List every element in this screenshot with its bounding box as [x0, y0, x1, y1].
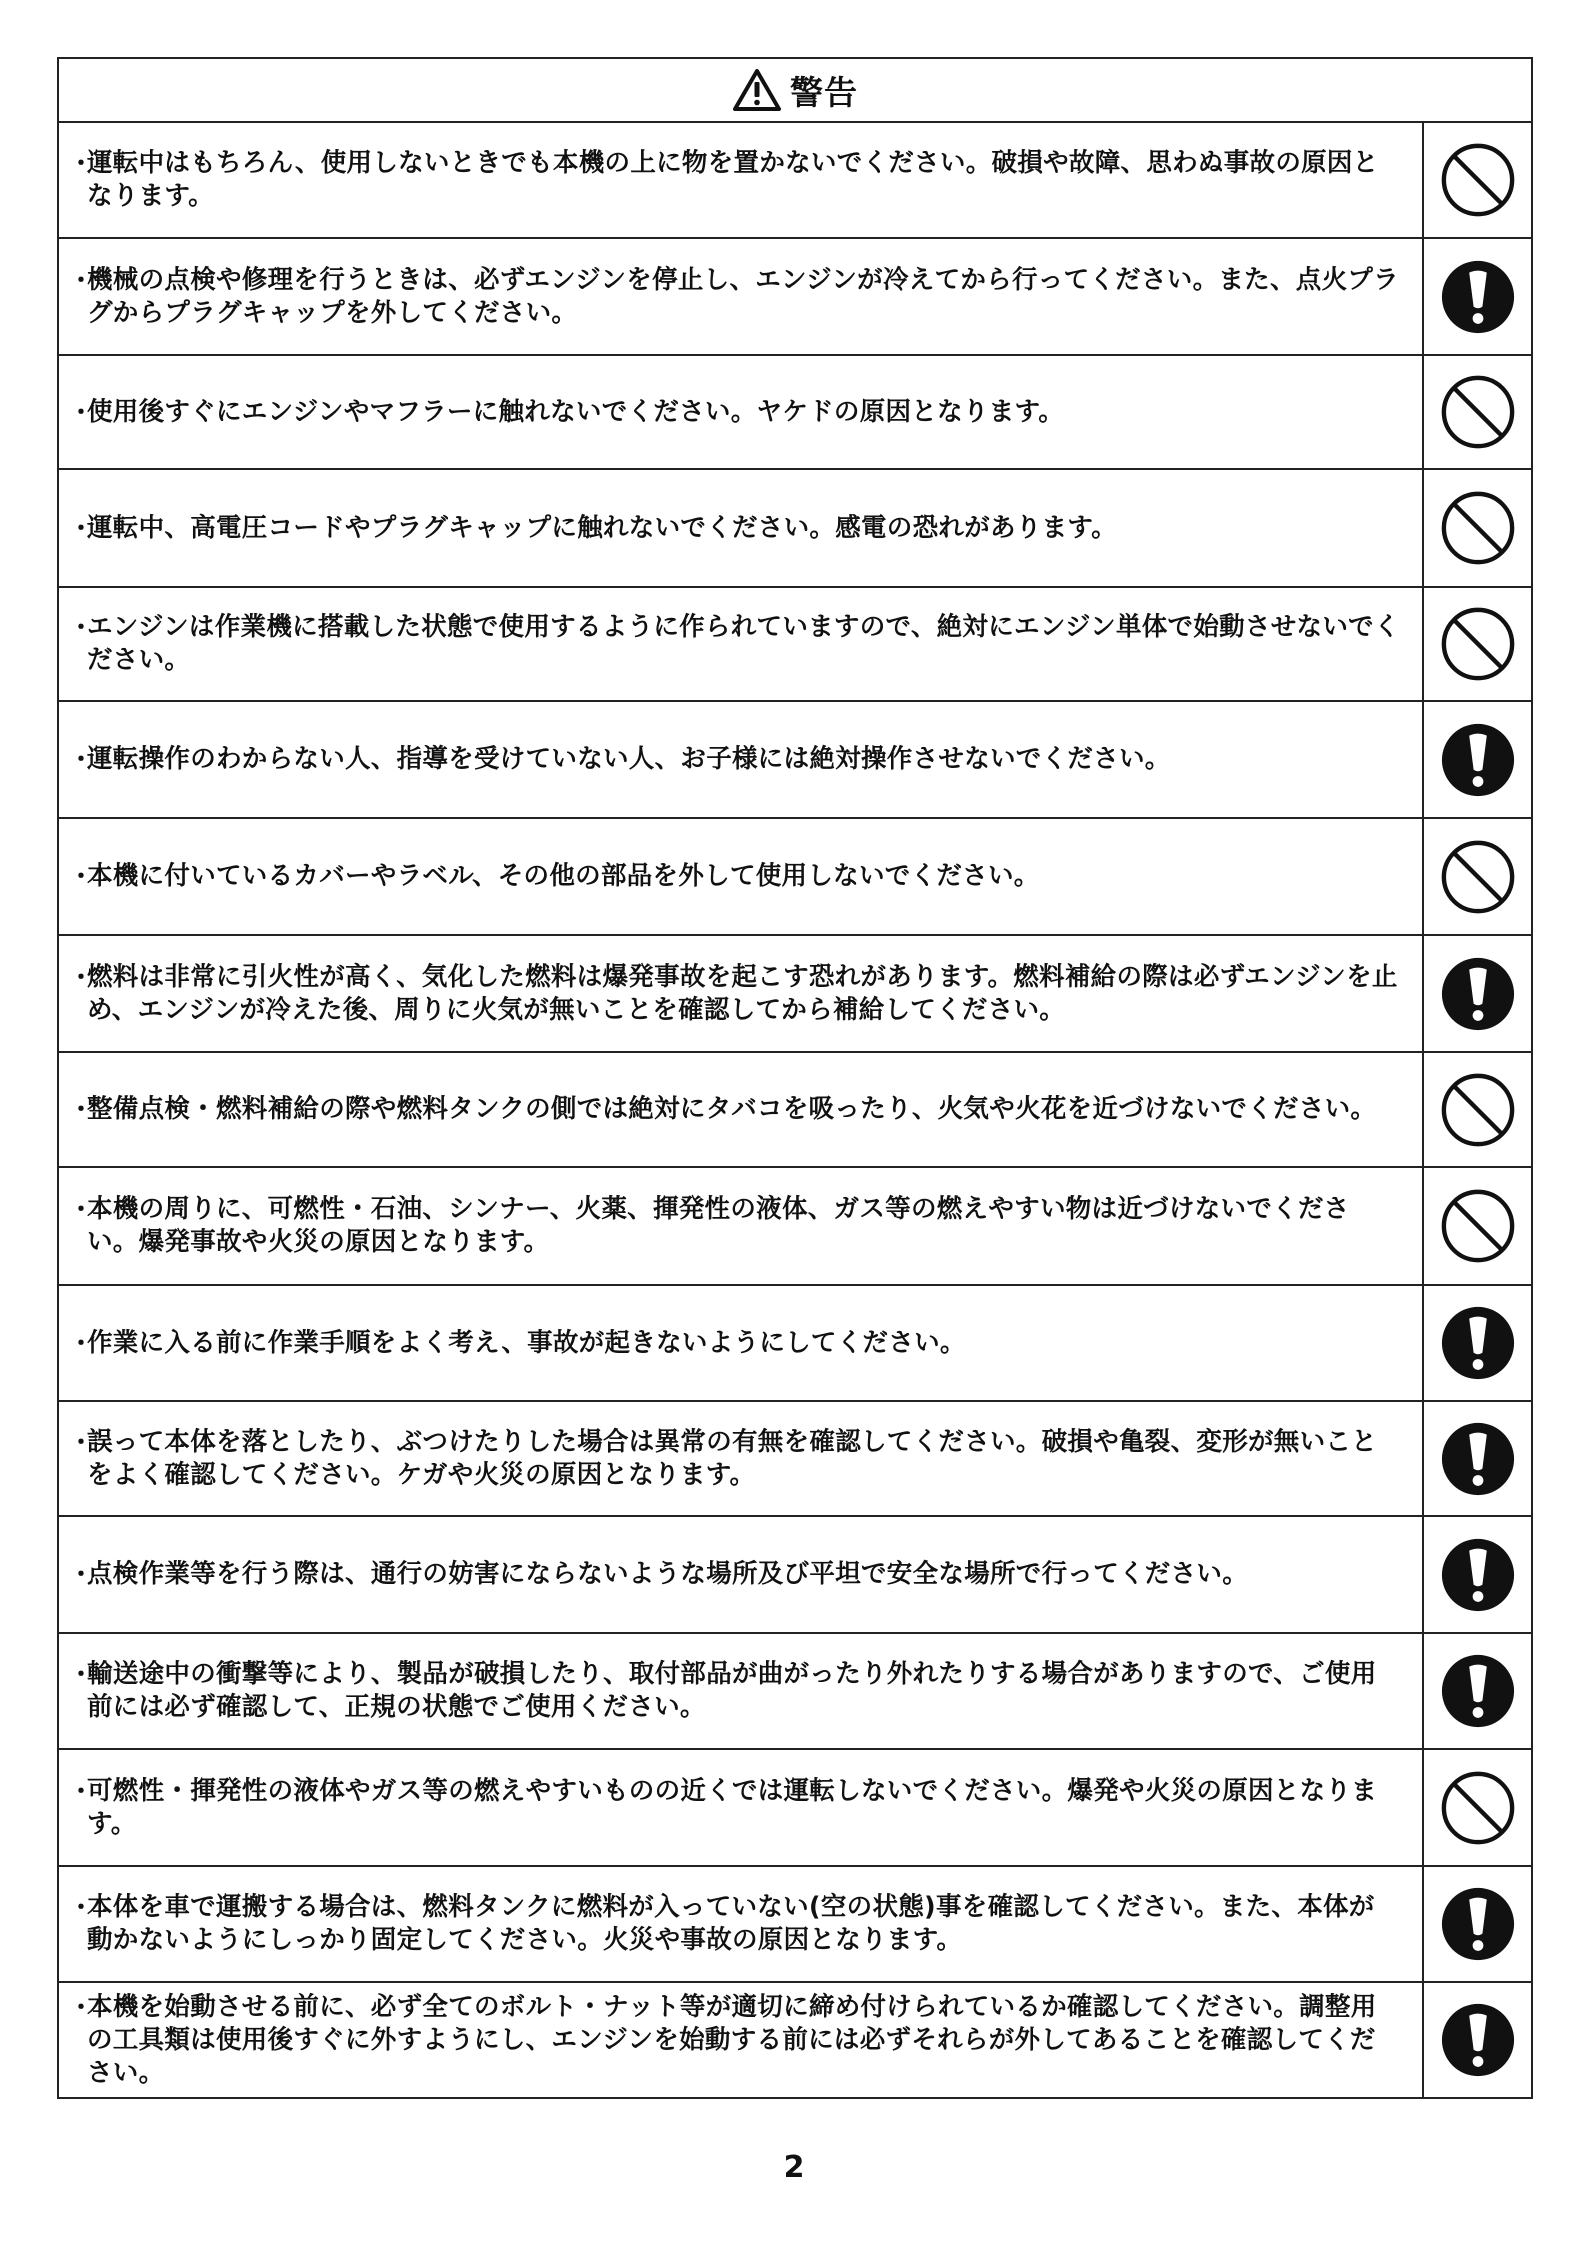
warning-text-cell: [59, 1634, 1422, 1748]
warning-icon-cell: [1422, 936, 1531, 1051]
warning-text: 本機に付いているカバーやラベル、その他の部品を外して使用しないでください。: [87, 861, 1040, 891]
bullet: ・: [69, 265, 93, 294]
warning-triangle-icon: [732, 68, 782, 112]
bullet: ・: [69, 745, 93, 773]
bullet: ・: [69, 149, 93, 177]
bullet: ・: [69, 1427, 93, 1456]
warning-text-cell: [59, 1517, 1422, 1632]
warning-text-wrap: [69, 512, 1117, 545]
warning-icon-cell: [1422, 588, 1531, 700]
warning-text-cell: [59, 470, 1422, 586]
warning-text-cell: [59, 356, 1422, 468]
warning-icon-cell: [1422, 470, 1531, 586]
mandatory-icon: [1439, 2001, 1517, 2079]
warning-text: 運転操作のわからない人、指導を受けていない人、お子様には絶対操作させないでください。: [87, 744, 1171, 774]
warning-icon-cell: [1422, 123, 1531, 237]
bullet: ・: [69, 1095, 93, 1123]
bullet: ・: [69, 962, 93, 991]
warning-text-wrap: [69, 1658, 1400, 1724]
warning-text: 誤って本体を落としたり、ぶつけたりした場合は異常の有無を確認してください。破損や亀裂、変形が無いことをよく確認してください。ケガや火災の原因となります。: [87, 1426, 1378, 1490]
warning-icon-cell: [1422, 1286, 1531, 1400]
warning-text-wrap: [69, 1426, 1400, 1492]
warning-icon-cell: [1422, 1053, 1531, 1166]
warning-icon-cell: [1422, 1634, 1531, 1748]
warning-text-cell: [59, 819, 1422, 934]
warning-text: 作業に入る前に作業手順をよく考え、事故が起きないようにしてください。: [87, 1327, 966, 1358]
prohibited-icon: [1439, 1071, 1517, 1149]
warning-text-cell: [59, 588, 1422, 700]
mandatory-icon: [1439, 1536, 1517, 1614]
warning-text-wrap: [69, 961, 1400, 1027]
prohibited-icon: [1439, 373, 1517, 451]
warning-text-wrap: [69, 147, 1400, 213]
warning-text-cell: [59, 1750, 1422, 1865]
table-header: [59, 59, 1531, 123]
warning-text-cell: [59, 702, 1422, 817]
warning-text-cell: [59, 1867, 1422, 1981]
warning-row: [59, 1168, 1531, 1286]
bullet: ・: [69, 1992, 93, 2021]
prohibited-icon: [1439, 605, 1517, 683]
warning-text: エンジンは作業機に搭載した状態で使用するように作られていますので、絶対にエンジン単体で始動させないでください。: [87, 612, 1400, 675]
warning-text-wrap: [69, 1327, 966, 1360]
warning-text-cell: [59, 1983, 1422, 2097]
prohibited-icon: [1439, 1769, 1517, 1847]
warning-row: [59, 1750, 1531, 1867]
warning-row: [59, 1867, 1531, 1983]
warning-text: 本機の周りに、可燃性・石油、シンナー、火薬、揮発性の液体、ガス等の燃えやすい物は近づけないでください。爆発事故や火災の原因となります。: [87, 1194, 1350, 1257]
bullet: ・: [69, 613, 93, 641]
warning-text: 輸送途中の衝撃等により、製品が破損したり、取付部品が曲がったり外れたりする場合がありますので、ご使用前には必ず確認して、正規の状態でご使用ください。: [87, 1659, 1377, 1722]
warning-icon-cell: [1422, 1402, 1531, 1515]
warning-text-cell: [59, 239, 1422, 354]
warning-row: [59, 588, 1531, 702]
bullet: ・: [69, 513, 93, 542]
warning-text-cell: [59, 1286, 1422, 1400]
warning-table: [57, 57, 1533, 2099]
mandatory-icon: [1439, 258, 1517, 336]
warning-text-wrap: [69, 611, 1400, 677]
warning-text-wrap: [69, 264, 1400, 330]
mandatory-icon: [1439, 1885, 1517, 1963]
prohibited-icon: [1439, 838, 1517, 916]
bullet: ・: [69, 397, 93, 426]
bullet: ・: [69, 1893, 93, 1921]
warning-row: [59, 356, 1531, 470]
warning-row: [59, 702, 1531, 819]
warning-text-wrap: [69, 1891, 1400, 1957]
warning-icon-cell: [1422, 239, 1531, 354]
warning-rows: [59, 123, 1531, 2097]
warning-text-wrap: [69, 1775, 1400, 1841]
mandatory-icon: [1439, 955, 1517, 1033]
warning-row: [59, 1517, 1531, 1634]
warning-text: 可燃性・揮発性の液体やガス等の燃えやすいものの近くでは運転しないでください。爆発や火災の原因となります。: [87, 1775, 1378, 1839]
warning-text: 運転中、高電圧コードやプラグキャップに触れないでください。感電の恐れがあります。: [87, 512, 1117, 543]
mandatory-icon: [1439, 1652, 1517, 1730]
warning-text: 運転中はもちろん、使用しないときでも本機の上に物を置かないでください。破損や故障、思わぬ事故の原因となります。: [87, 148, 1379, 211]
warning-text-wrap: [69, 1093, 1376, 1126]
warning-text-wrap: [69, 1991, 1400, 2090]
warning-row: [59, 1053, 1531, 1168]
warning-icon-cell: [1422, 1867, 1531, 1981]
warning-text-cell: [59, 1402, 1422, 1515]
warning-text-cell: [59, 123, 1422, 237]
mandatory-icon: [1439, 1420, 1517, 1498]
prohibited-icon: [1439, 141, 1517, 219]
warning-text-wrap: [69, 1193, 1400, 1259]
warning-icon-cell: [1422, 1750, 1531, 1865]
mandatory-icon: [1439, 721, 1517, 799]
warning-icon-cell: [1422, 1517, 1531, 1632]
warning-text: 燃料は非常に引火性が高く、気化した燃料は爆発事故を起こす恐れがあります。燃料補給の際は必ずエンジンを止め、エンジンが冷えた後、周りに火気が無いことを確認してから補給してください。: [87, 961, 1398, 1025]
warning-row: [59, 1634, 1531, 1750]
warning-text-cell: [59, 1053, 1422, 1166]
warning-text: 使用後すぐにエンジンやマフラーに触れないでください。ヤケドの原因となります。: [87, 396, 1065, 427]
warning-icon-cell: [1422, 1983, 1531, 2097]
page-number: 2: [783, 2150, 805, 2185]
warning-text: 点検作業等を行う際は、通行の妨害にならないような場所及び平坦で安全な場所で行ってください。: [87, 1559, 1249, 1589]
prohibited-icon: [1439, 1187, 1517, 1265]
mandatory-icon: [1439, 1304, 1517, 1382]
warning-row: [59, 1286, 1531, 1402]
warning-text: 本体を車で運搬する場合は、燃料タンクに燃料が入っていない(空の状態)事を確認してください。また、本体が動かないようにしっかり固定してください。火災や事故の原因となります。: [87, 1892, 1375, 1955]
warning-text-cell: [59, 936, 1422, 1051]
warning-text-wrap: [69, 743, 1171, 776]
warning-row: [59, 239, 1531, 356]
warning-row: [59, 1983, 1531, 2097]
bullet: ・: [69, 1776, 93, 1805]
warning-text-wrap: [69, 860, 1040, 893]
bullet: ・: [69, 1560, 93, 1588]
bullet: ・: [69, 862, 93, 890]
warning-icon-cell: [1422, 819, 1531, 934]
warning-row: [59, 936, 1531, 1053]
warning-row: [59, 123, 1531, 239]
prohibited-icon: [1439, 489, 1517, 567]
bullet: ・: [69, 1660, 93, 1688]
warning-text: 整備点検・燃料補給の際や燃料タンクの側では絶対にタバコを吸ったり、火気や火花を近づけないでください。: [87, 1094, 1377, 1124]
warning-icon-cell: [1422, 356, 1531, 468]
warning-row: [59, 1402, 1531, 1517]
warning-row: [59, 470, 1531, 588]
warning-text-wrap: [69, 396, 1064, 429]
warning-text-cell: [59, 1168, 1422, 1284]
warning-text: 本機を始動させる前に、必ず全てのボルト・ナット等が適切に締め付けられているか確認してください。調整用の工具類は使用後すぐに外すようにし、エンジンを始動する前には必ずそれらが外してあることを確認してください。: [87, 1991, 1377, 2088]
bullet: ・: [69, 1328, 93, 1357]
warning-text: 機械の点検や修理を行うときは、必ずエンジンを停止し、エンジンが冷えてから行ってください。また、点火プラグからプラグキャップを外してください。: [87, 264, 1399, 328]
warning-icon-cell: [1422, 702, 1531, 817]
warning-text-wrap: [69, 1558, 1248, 1591]
warning-row: [59, 819, 1531, 936]
header-title: 警告: [790, 72, 858, 112]
warning-icon-cell: [1422, 1168, 1531, 1284]
bullet: ・: [69, 1195, 93, 1223]
